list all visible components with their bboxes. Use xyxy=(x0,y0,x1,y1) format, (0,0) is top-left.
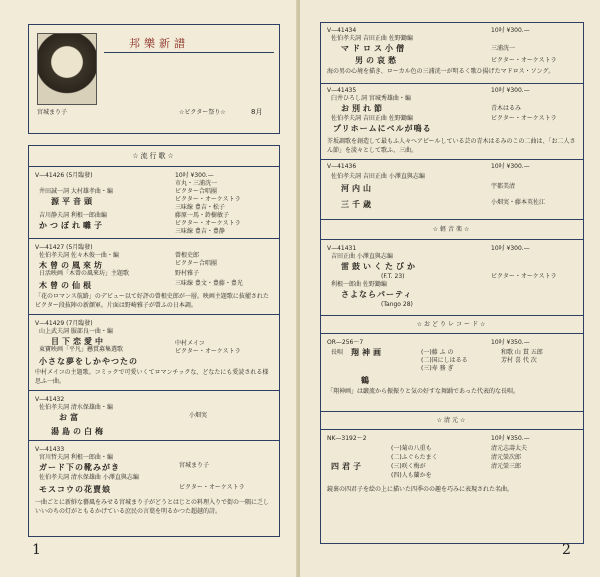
section-dance: ☆おどりレコード☆ xyxy=(416,321,488,328)
song-title: 小さな夢をしかやつたの xyxy=(39,357,138,366)
song-title: 雷鼓いくたびか xyxy=(341,262,418,271)
page-number: 1 xyxy=(32,542,41,558)
festival-label: ☆ビクター祭り☆ xyxy=(179,109,226,116)
left-page xyxy=(0,0,298,577)
song-title: お別れ節 xyxy=(341,104,385,113)
price: 10吋 ¥300.— xyxy=(175,172,214,179)
song-title: ガード下の靴みがき xyxy=(39,463,120,472)
song-title: 湯島の白梅 xyxy=(51,427,106,436)
header-title: 邦樂新譜 xyxy=(129,37,189,50)
song-title: 木曾の風來坊 xyxy=(39,261,105,270)
header-rule xyxy=(104,52,274,53)
section-kiyomoto: ☆清元☆ xyxy=(436,417,468,424)
section-popular: ☆流行歌☆ xyxy=(132,152,176,160)
song-title: マドロス小僧 xyxy=(341,44,407,53)
section-light-music: ☆軽音楽☆ xyxy=(432,226,472,233)
song-title: かつぼれ囃子 xyxy=(39,221,105,230)
song-title: 四君子 xyxy=(331,462,364,471)
song-title: 木曾の仙根 xyxy=(39,281,94,290)
song-title: 男の哀愁 xyxy=(355,56,399,65)
record-no: V—41433 xyxy=(35,446,65,453)
song-title: 目下恋愛中 xyxy=(51,337,106,346)
record-no: V—41426 (5月臨發) xyxy=(35,172,93,179)
right-page xyxy=(300,0,600,577)
record-no: V—41432 xyxy=(35,396,65,403)
song-title: お富 xyxy=(59,413,81,422)
song-title: プリホームにベルが鳴る xyxy=(333,124,432,133)
month-label: 8月 xyxy=(251,108,263,116)
song-title: 源平音頭 xyxy=(51,197,95,206)
song-title: 鶴 xyxy=(361,376,372,385)
header-box xyxy=(28,24,280,134)
song-title: さよならパーティ xyxy=(341,290,413,299)
singer-caption: 宮城まり子 xyxy=(37,109,68,116)
record-no: V—41429 (7月臨發) xyxy=(35,320,93,327)
song-title: 河内山 xyxy=(341,184,374,193)
singer-photo xyxy=(37,33,97,105)
song-title: 翔神画 xyxy=(351,348,384,357)
record-no: V—41427 (5月臨發) xyxy=(35,244,93,251)
right-listing-box: V—41434 10吋 ¥300.— 佐伯孝夫詞 吉田正曲 佐野鋤編 マドロス小僧 三浦洸一 男の哀愁 ビクター・オーケストラ 海の男の心境を描き、ローカル色の三浦洸一が明るく歌ひ揚げたマドロス・ソング。 V—41435 10吋 ¥300.— 臼井ひろし詞 宮城秀雄曲・編 お別れ節 青木はるみ 佐伯孝夫詞 吉田正曲 佐野鋤編 プリホームにベルが鳴る ビクター・オーケストラ 芥坂調歌を創造して最もふ人々へアピールしている芸の青木はるみのこの二曲は、「お二人さん節」を淡々として歌ふ、三曲。 V—41436 10吋 ¥300.— 佐伯孝夫詞 吉田正曲 小澤直與志編 河内山 宇都美清 三千歳 小畑実・藤本英佐江 ☆軽音楽☆ V—41431 10吋 ¥300.— 吉田正曲 小澤直與志編 雷鼓いくたびか (F.T. 23) ビクター・オーケストラ 利根一郎曲 佐野鋤編 さよならパーティ (Tango 28) ☆おどりレコード☆ OR—256〜7 10吋 ¥350.— 長唄 翔神画 (一)藤 ふ の (二)国にしはるる (三)寿 務 ぎ 和歌 山 貫 五郎 芳村 喜 代 次 鶴 「翔神画」は巌流から振振りと気の好すな舞踊であった代表的な長唄。 ☆清元☆ NK—3192〜2 10吋 ¥350.— (一)菊の八重も (二)ふぐらたまく 四君子 (三)咲く梅が (四)人も蘭かを 清元志壽太夫 清元榮次郎 清元榮三郎 鏡裏の四君子を絵の上に描いた四季のの趣を巧みに表現された名曲。 xyxy=(320,22,584,544)
page-number: 2 xyxy=(562,542,571,558)
song-title: モスコウの花賣娘 xyxy=(39,485,111,494)
song-title: 三千歳 xyxy=(341,200,374,209)
left-listing-box: ☆流行歌☆ V—41426 (5月臨發) 10吋 ¥300.— 市丸・三浦洸一 井田誠一詞 大村雄孝曲・編 ビクター合唱團 源平音頭 ビクター・オーケストラ 三味線 豊吉・松子 吉川静夫詞 利根一郎曲編 藤原一馬・鈴樹敏子 かつぼれ囃子 ビクター・オーケストラ 三味線 豊吉・豊静 V—41427 (5月臨發) 佐伯孝夫詞 佐々木俊一曲・編 曾根史郎 木曾の風來坊 ビクター合唱團 日活映画「木曾の風來坊」主題歌 野村雅子 木曾の仙根 三味線 豊文・豊藤・豊光 「花のロマンス航路」のデビュー以て好評の曾根史郎が一層。映画主題歌に抜擢されたビクター段抜陣の新顔軍。片面は野崎雅子が曾ふの日本調。 V—41429 (7月臨發) 山上武夫詞 服部良一曲・編 目下恋愛中 中村メイコ 東寶映画「平凡」懸賞募集選歌 ビクター・オーケストラ 小さな夢をしかやつたの 中村メイコの主題歌。コミックで可愛いくてロマンチックな、どなたにも愛読される様思ふ一曲。 V—41432 佐伯孝夫詞 清水保雄曲・編 お富 小畑実 湯島の白梅 V—41433 宮川哲夫詞 利根一郎曲・編 ガード下の靴みがき 宮城まり子 佐伯孝夫詞 清水保雄曲 小澤直與志編 モスコウの花賣娘 ビクター・オーケストラ 一曲ごとに新鮮な藝風をみせる宮城まり子がどうとはじとの料理入りで街の一隅に乏しいいのちの灯がともるかげている庶民の言葉を明るかつた超越的詩。 xyxy=(28,145,280,537)
